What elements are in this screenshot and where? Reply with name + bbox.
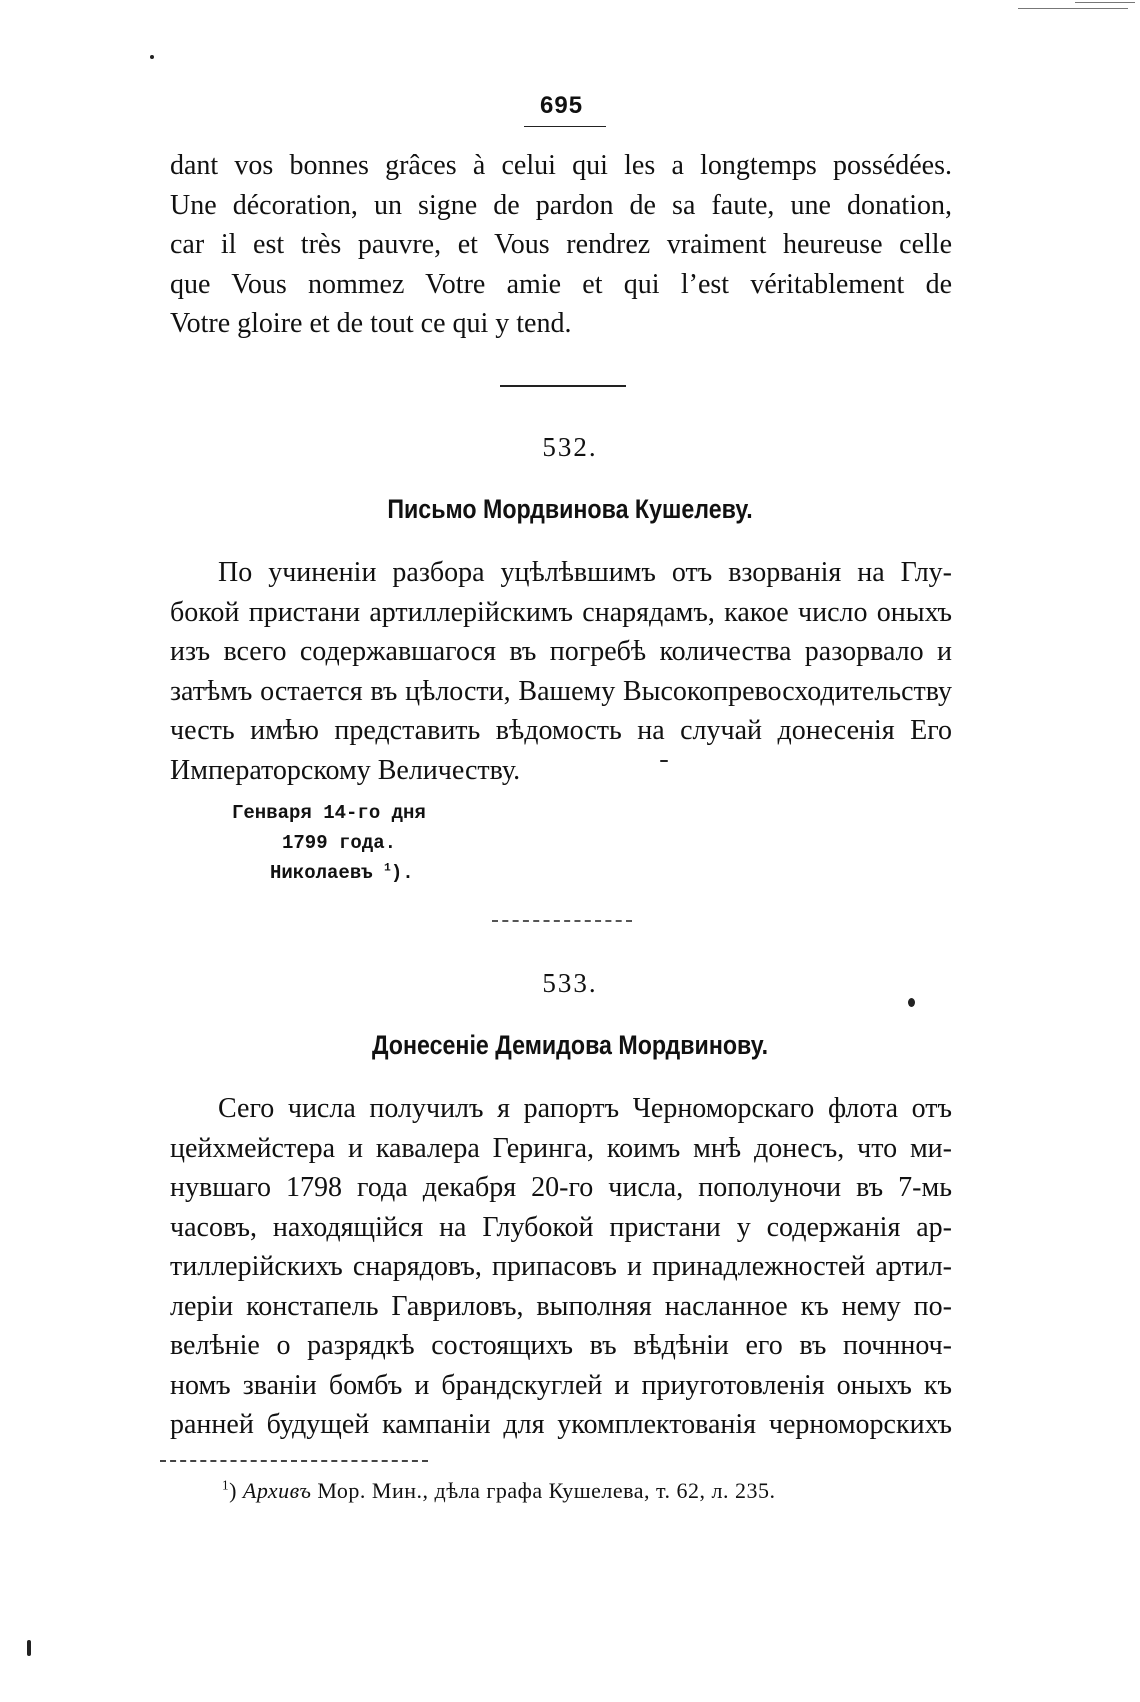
text-line: часовъ, находящійся на Глубокой пристани у содержанія ар- xyxy=(170,1211,952,1243)
text-line: цейхмейстера и кавалера Геринга, коимъ мнѣ донесъ, что ми- xyxy=(170,1132,952,1164)
signoff-place-name: Николаевъ xyxy=(270,862,373,884)
footnote-marker: 1 xyxy=(222,1477,230,1493)
text-line: затѣмъ остается въ цѣлости, Вашему Высокопревосходительству xyxy=(170,675,952,707)
letter-532-body xyxy=(170,553,952,790)
document-title-532: Письмо Мордвинова Кушелеву. xyxy=(387,494,753,524)
footnote-divider xyxy=(160,1460,428,1462)
scan-speck xyxy=(660,760,668,762)
signoff-place-suffix: ). xyxy=(390,862,414,884)
text-line: леріи констапель Гавриловъ, выполняя насланное къ нему по- xyxy=(170,1290,952,1322)
text-line: Une décoration, un signe de pardon de sa faute, une donation, xyxy=(170,189,952,221)
footnote-marker-paren: ) xyxy=(229,1478,237,1503)
text-line: нувшаго 1798 года декабря 20-го числа, пополуночи въ 7-мь xyxy=(170,1172,952,1203)
page-number: 695 xyxy=(540,92,584,119)
footnote-source: Мор. Мин., дѣла графа Кушелева, т. 62, л. 235. xyxy=(317,1478,776,1503)
text-line: бокой пристани артиллерійскимъ снарядамъ, какое число оныхъ xyxy=(170,596,952,628)
section-divider-dashed xyxy=(492,920,632,922)
text-line: честь имѣю представить вѣдомость на случай донесенія Его xyxy=(170,715,952,746)
letter-533-body xyxy=(170,1089,952,1445)
text-line: Императорскому Величеству. xyxy=(170,754,521,786)
text-line: car il est très pauvre, et Vous rendrez vraiment heureuse celle xyxy=(170,229,952,260)
scan-edge-mark xyxy=(1075,2,1135,3)
text-line: dant vos bonnes grâces à celui qui les a longtemps possédées. xyxy=(170,150,952,181)
footnote-reference: 1 xyxy=(384,862,391,875)
text-line: велѣніе о разрядкѣ состоящихъ въ вѣдѣніи его въ почнноч- xyxy=(170,1330,952,1361)
footnote xyxy=(222,1478,775,1504)
document-number-533: 533. xyxy=(542,968,598,998)
signoff-date: Генваря 14-го дня xyxy=(232,802,426,824)
scan-edge-mark xyxy=(1018,8,1128,9)
scan-speck xyxy=(150,55,154,59)
text-line: que Vous nommez Votre amie et qui l’est véritablement de xyxy=(170,268,952,300)
document-number-532: 532. xyxy=(542,432,598,462)
french-paragraph xyxy=(170,146,952,344)
text-line: ранней будущей кампаніи для укомплектованія черноморскихъ xyxy=(170,1409,952,1440)
footnote-source-italic: Архивъ xyxy=(242,1478,312,1503)
text-line: изъ всего содержавшагося въ погребѣ количества разорвало и xyxy=(170,636,952,667)
signoff-year: 1799 года. xyxy=(282,832,397,854)
letter-532-signoff xyxy=(232,798,426,888)
text-line: По учиненіи разбора уцѣлѣвшимъ отъ взорванія на Глу- xyxy=(218,557,952,588)
page-number-underline xyxy=(524,126,606,127)
text-line: Votre gloire et de tout ce qui y tend. xyxy=(170,308,572,339)
signoff-place xyxy=(232,858,426,888)
section-divider xyxy=(500,385,626,387)
document-title-533: Донесеніе Демидова Мордвинову. xyxy=(371,1030,769,1060)
text-line: номъ званіи бомбъ и брандскуглей и приуготовленія оныхъ къ xyxy=(170,1369,952,1401)
scan-speck xyxy=(908,998,915,1007)
text-line: тиллерійскихъ снарядовъ, припасовъ и принадлежностей артил- xyxy=(170,1251,952,1282)
scan-speck xyxy=(27,1640,31,1656)
text-line: Сего числа получилъ я рапортъ Черноморскаго флота отъ xyxy=(218,1093,952,1124)
